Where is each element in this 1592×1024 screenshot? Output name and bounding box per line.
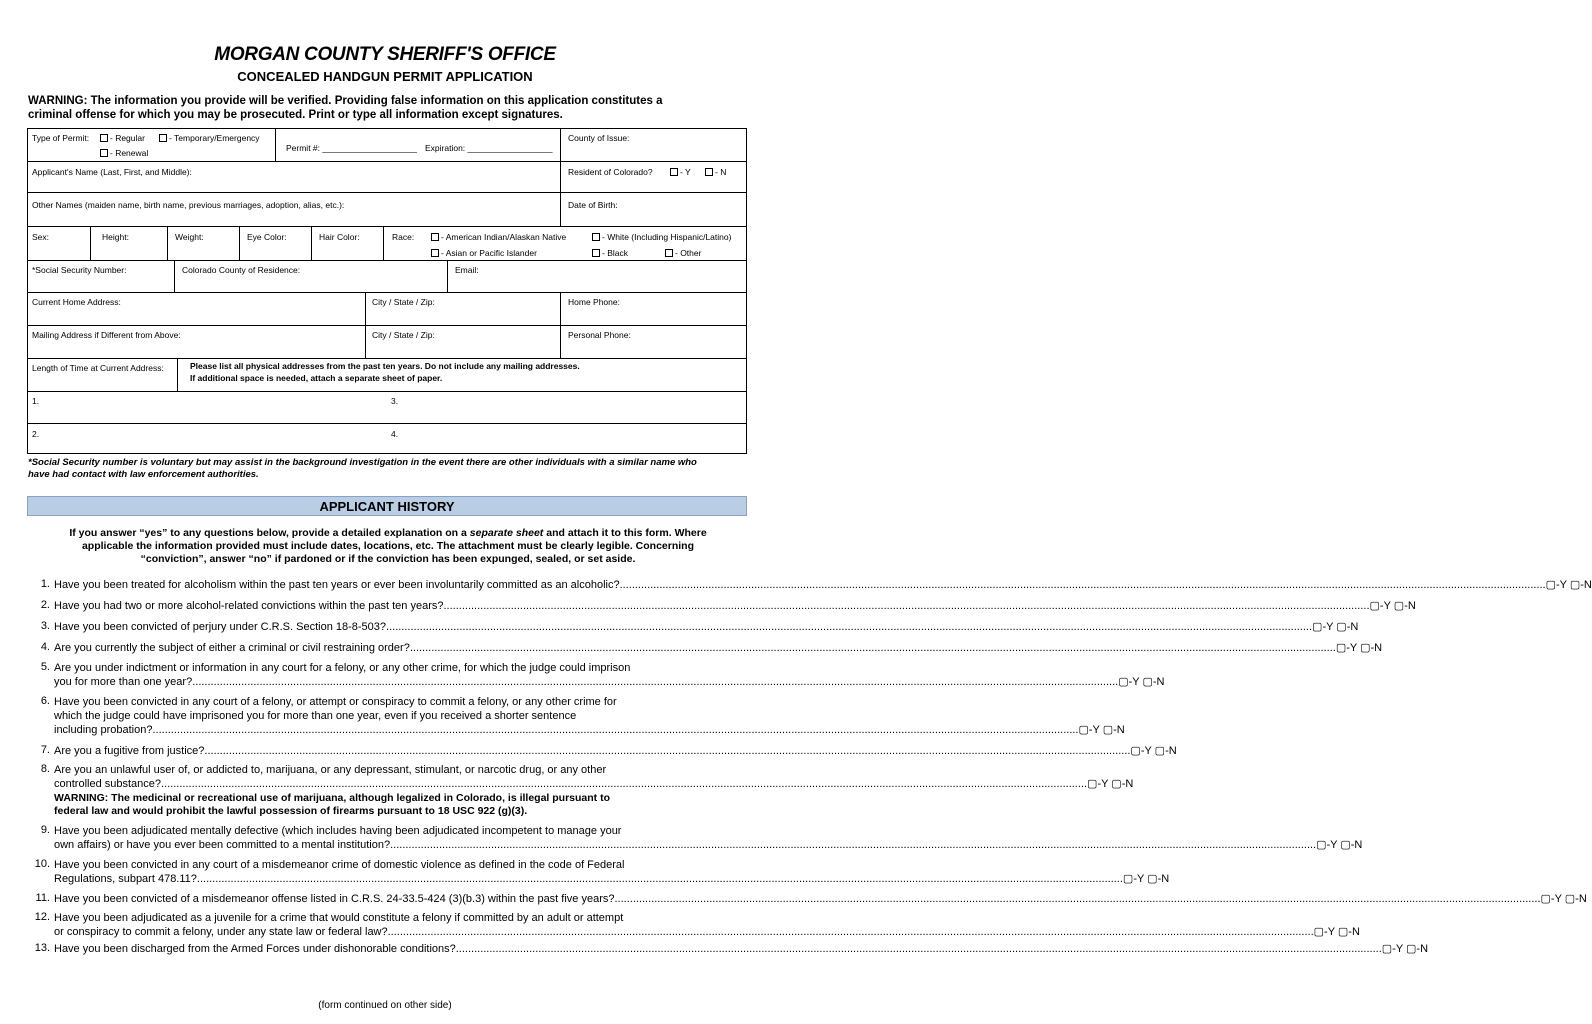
question-text xyxy=(54,892,1587,906)
yes-no-checkboxes[interactable] xyxy=(1314,925,1360,939)
question-line: including probation? xyxy=(54,724,153,736)
checkbox-icon[interactable]: ▢ xyxy=(1545,579,1557,591)
yes-no-checkboxes[interactable] xyxy=(1546,578,1592,592)
checkbox-icon[interactable]: ▢ xyxy=(1130,745,1141,757)
question-item xyxy=(28,763,1134,818)
page-subtitle: CONCEALED HANDGUN PERMIT APPLICATION xyxy=(237,69,533,84)
type-of-permit-label: Type of Permit: xyxy=(32,133,90,143)
question-answer-line xyxy=(54,838,1362,852)
dot-leader xyxy=(390,838,1316,852)
yes-no-label: -Y ▢-N xyxy=(1550,893,1587,905)
yes-no-checkboxes[interactable] xyxy=(1370,599,1416,613)
ssn-note xyxy=(28,457,748,481)
question-item xyxy=(28,695,1125,737)
question-item xyxy=(28,641,1383,655)
permit-renewal-option[interactable]: - Renewal xyxy=(100,148,148,158)
question-answer-line xyxy=(54,872,1169,886)
question-answer-line xyxy=(54,641,1382,655)
question-item xyxy=(28,824,1363,852)
yes-no-label: -Y ▢-N xyxy=(1097,778,1134,790)
question-line: Have you been convicted of a misdemeanor offense listed in C.R.S. 24-33.5-424 (3)(b.3) within the past five years? xyxy=(54,893,615,905)
warning-text xyxy=(28,94,748,122)
resident-label: Resident of Colorado? xyxy=(568,167,653,177)
question-number: 4. xyxy=(40,641,50,653)
question-line: Have you been adjudicated mentally defective (which includes having been adjudicated incompetent to manage your xyxy=(54,825,622,837)
marijuana-warning xyxy=(54,792,1133,818)
question-number: 9. xyxy=(40,824,50,836)
checkbox-icon[interactable]: ▢ xyxy=(1381,943,1393,955)
question-line: which the judge could have imprisoned you for more than one year, even if you received a shorter sentence xyxy=(54,710,577,722)
yes-no-checkboxes[interactable] xyxy=(1336,641,1382,655)
question-line: Have you had two or more alcohol-related convictions within the past ten years? xyxy=(54,600,444,612)
addresses-note-line-1: Please list all physical addresses from the past ten years. Do not include any mailing addresses. xyxy=(190,361,580,371)
yes-no-label: -Y ▢-N xyxy=(1324,926,1360,938)
mailing-address-field[interactable]: Mailing Address if Different from Above: xyxy=(32,330,181,340)
marijuana-warning-line: WARNING: The medicinal or recreational use of marijuana, although legalized in Colorado, is illegal pursuant to xyxy=(54,792,611,804)
yes-no-label: -Y ▢-N xyxy=(1133,873,1170,885)
question-number: 2. xyxy=(40,599,50,611)
checkbox-icon[interactable] xyxy=(431,249,439,257)
checkbox-icon[interactable] xyxy=(100,134,108,142)
home-city-state-zip-field[interactable]: City / State / Zip: xyxy=(372,297,435,307)
checkbox-icon[interactable]: ▢ xyxy=(1078,724,1089,736)
questions-list xyxy=(28,578,1592,956)
marijuana-warning-line: federal law and would prohibit the lawful possession of firearms pursuant to 18 USC 922 (g)(3). xyxy=(54,805,528,817)
question-line: Have you been discharged from the Armed Forces under dishonorable conditions? xyxy=(54,943,456,955)
question-number: 1. xyxy=(40,578,50,590)
question-item xyxy=(28,942,1429,956)
question-line: Are you under indictment or information in any court for a felony, or any other crime, for which the judge could imprison xyxy=(54,662,631,674)
question-answer-line xyxy=(54,942,1428,956)
page-title: MORGAN COUNTY SHERIFF'S OFFICE xyxy=(214,44,556,65)
county-of-issue-field[interactable]: County of Issue: xyxy=(568,133,630,143)
question-item xyxy=(28,599,1416,613)
home-phone-field[interactable]: Home Phone: xyxy=(568,297,620,307)
hair-color-field[interactable]: Hair Color: xyxy=(319,232,360,242)
question-answer-line xyxy=(54,925,1360,939)
question-number: 5. xyxy=(40,661,50,673)
question-number: 7. xyxy=(40,744,50,756)
checkbox-icon[interactable]: ▢ xyxy=(1118,676,1129,688)
checkbox-icon[interactable] xyxy=(159,134,167,142)
question-text xyxy=(54,661,1164,689)
question-line: Have you been convicted of perjury under C.R.S. Section 18-8-503? xyxy=(54,621,387,633)
race-label: Race: xyxy=(392,232,415,242)
checkbox-icon[interactable]: ▢ xyxy=(1313,926,1325,938)
yes-no-label: -Y ▢-N xyxy=(1322,621,1359,633)
race-white-option[interactable]: - White (Including Hispanic/Latino) xyxy=(592,232,731,242)
height-field[interactable]: Height: xyxy=(102,232,129,242)
checkbox-icon[interactable] xyxy=(592,249,600,257)
yes-no-checkboxes[interactable] xyxy=(1316,838,1362,852)
applicant-name-field[interactable]: Applicant's Name (Last, First, and Middle): xyxy=(32,167,192,177)
instructions-line-3: “conviction”, answer “no” if pardoned or if the conviction has been expunged, sealed, or set aside. xyxy=(140,553,636,565)
race-asian-option[interactable]: - Asian or Pacific Islander xyxy=(431,248,537,258)
question-answer-line xyxy=(54,599,1416,613)
section-header: APPLICANT HISTORY xyxy=(27,496,747,516)
question-text xyxy=(54,858,1169,886)
question-number: 3. xyxy=(40,620,50,632)
checkbox-icon[interactable]: ▢ xyxy=(1122,873,1134,885)
yes-no-checkboxes[interactable] xyxy=(1312,620,1358,634)
question-answer-line xyxy=(54,723,1125,737)
resident-yes-option[interactable]: - Y xyxy=(670,167,691,177)
yes-no-checkboxes[interactable] xyxy=(1541,892,1587,906)
address-3-field[interactable]: 3. xyxy=(391,396,399,406)
checkbox-icon[interactable]: ▢ xyxy=(1369,600,1380,612)
footer-note: (form continued on other side) xyxy=(318,1000,452,1011)
checkbox-icon[interactable] xyxy=(665,249,673,257)
race-black-option[interactable]: - Black xyxy=(592,248,628,258)
question-line: you for more than one year? xyxy=(54,676,193,688)
yes-no-checkboxes[interactable] xyxy=(1087,777,1133,791)
question-text xyxy=(54,763,1133,818)
dot-leader xyxy=(386,620,1312,634)
question-item xyxy=(28,661,1165,689)
question-item xyxy=(28,911,1360,939)
checkbox-icon[interactable]: ▢ xyxy=(1316,839,1327,851)
question-number: 6. xyxy=(40,695,50,707)
question-number: 12. xyxy=(34,911,50,923)
question-text xyxy=(54,641,1382,655)
question-number: 10. xyxy=(34,858,50,870)
yes-no-checkboxes[interactable] xyxy=(1078,723,1124,737)
checkbox-icon[interactable]: ▢ xyxy=(1087,778,1098,790)
question-item xyxy=(28,744,1177,758)
question-line: Have you been adjudicated as a juvenile for a crime that would constitute a felony if committed by an adult or attempt xyxy=(54,912,624,924)
question-number: 8. xyxy=(40,763,50,775)
question-line: Are you a fugitive from justice? xyxy=(54,745,205,757)
yes-no-checkboxes[interactable] xyxy=(1382,942,1428,956)
question-text xyxy=(54,942,1428,956)
address-2-field[interactable]: 2. xyxy=(32,429,40,439)
yes-no-checkboxes[interactable] xyxy=(1123,872,1169,886)
question-line: Regulations, subpart 478.11? xyxy=(54,873,197,885)
ssn-note-line-2: have had contact with law enforcement authorities. xyxy=(28,469,259,480)
question-answer-line xyxy=(54,744,1177,758)
resident-no-option[interactable]: - N xyxy=(705,167,726,177)
question-item xyxy=(28,858,1170,886)
checkbox-icon[interactable] xyxy=(705,168,713,176)
instructions-line-1: If you answer “yes” to any questions below, provide a detailed explanation on a separate sheet and attach it to this form. Where xyxy=(69,527,707,539)
question-line: Have you been convicted in any court of a felony, or attempt or conspiracy to commit a felony, or any other crime for xyxy=(54,696,617,708)
question-number: 11. xyxy=(35,892,50,904)
personal-phone-field[interactable]: Personal Phone: xyxy=(568,330,631,340)
yes-no-label: -Y ▢-N xyxy=(1326,839,1363,851)
dot-leader xyxy=(197,872,1123,886)
application-form xyxy=(27,128,747,454)
other-names-field[interactable]: Other Names (maiden name, birth name, previous marriages, adoption, alias, etc.): xyxy=(32,200,345,210)
dot-leader xyxy=(152,723,1078,737)
yes-no-label: -Y ▢-N xyxy=(1379,600,1416,612)
checkbox-icon[interactable]: ▢ xyxy=(1540,893,1551,905)
question-text xyxy=(54,695,1125,737)
checkbox-icon[interactable] xyxy=(592,233,600,241)
dot-leader xyxy=(614,892,1540,906)
question-text xyxy=(54,578,1592,592)
email-field[interactable]: Email: xyxy=(455,265,479,275)
dot-leader xyxy=(161,777,1087,791)
question-text xyxy=(54,599,1416,613)
ssn-note-line-1: *Social Security number is voluntary but may assist in the background investigation in the event there are other individuals with a similar name who xyxy=(28,457,697,468)
warning-line-2: criminal offense for which you may be prosecuted. Print or type all information except signatures. xyxy=(28,109,563,121)
question-answer-line xyxy=(54,675,1164,689)
checkbox-icon[interactable] xyxy=(670,168,678,176)
permit-temporary-option[interactable]: - Temporary/Emergency xyxy=(159,133,260,143)
question-line: Are you an unlawful user of, or addicted to, marijuana, or any depressant, stimulant, or narcotic drug, or any other xyxy=(54,764,607,776)
yes-no-checkboxes[interactable] xyxy=(1130,744,1176,758)
question-answer-line xyxy=(54,578,1592,592)
expiration-field[interactable]: Expiration: __________________ xyxy=(425,143,553,153)
checkbox-icon[interactable]: ▢ xyxy=(1312,621,1323,633)
question-item xyxy=(28,578,1592,592)
addresses-note-line-2: If additional space is needed, attach a separate sheet of paper. xyxy=(190,373,443,383)
question-answer-line xyxy=(54,620,1358,634)
ssn-field[interactable]: *Social Security Number: xyxy=(32,265,127,275)
home-address-field[interactable]: Current Home Address: xyxy=(32,297,121,307)
permit-number-field[interactable]: Permit #: ____________________ xyxy=(286,143,417,153)
yes-no-label: -Y ▢-N xyxy=(1556,579,1592,591)
question-line: Have you been treated for alcoholism within the past ten years or ever been involuntarily committed as an alcoholic? xyxy=(54,579,620,591)
question-number: 13. xyxy=(34,942,50,954)
question-line: or conspiracy to commit a felony, under any state law or federal law? xyxy=(54,926,388,938)
question-answer-line xyxy=(54,777,1133,791)
warning-line-1: WARNING: The information you provide will be verified. Providing false information on this application constitutes a xyxy=(28,95,663,107)
weight-field[interactable]: Weight: xyxy=(175,232,204,242)
question-answer-line xyxy=(54,892,1587,906)
race-american-indian-option[interactable]: - American Indian/Alaskan Native xyxy=(431,232,566,242)
dot-leader xyxy=(388,925,1314,939)
permit-regular-option[interactable]: - Regular xyxy=(100,133,145,143)
question-line: Have you been convicted in any court of a misdemeanor crime of domestic violence as defined in the code of Federal xyxy=(54,859,625,871)
yes-no-label: -Y ▢-N xyxy=(1392,943,1429,955)
sex-field[interactable]: Sex: xyxy=(32,232,50,242)
instructions xyxy=(28,527,748,566)
question-text xyxy=(54,824,1362,852)
checkbox-icon[interactable] xyxy=(100,149,108,157)
checkbox-icon[interactable] xyxy=(431,233,439,241)
date-of-birth-field[interactable]: Date of Birth: xyxy=(568,200,618,210)
checkbox-icon[interactable]: ▢ xyxy=(1335,642,1347,654)
question-text xyxy=(54,911,1360,939)
question-line: Are you currently the subject of either a criminal or civil restraining order? xyxy=(54,642,410,654)
yes-no-label: -Y ▢-N xyxy=(1346,642,1383,654)
race-other-option[interactable]: - Other xyxy=(665,248,701,258)
dot-leader xyxy=(620,578,1546,592)
dot-leader xyxy=(410,641,1336,655)
dot-leader xyxy=(204,744,1130,758)
length-of-time-field[interactable]: Length of Time at Current Address: xyxy=(32,363,164,373)
address-1-field[interactable]: 1. xyxy=(32,396,40,406)
question-text xyxy=(54,744,1177,758)
instructions-line-2: applicable the information provided must include dates, locations, etc. The attachment must be clearly legible. Concerning xyxy=(81,540,695,552)
dot-leader xyxy=(444,599,1370,613)
eye-color-field[interactable]: Eye Color: xyxy=(247,232,287,242)
question-item xyxy=(28,892,1587,906)
mailing-city-state-zip-field[interactable]: City / State / Zip: xyxy=(372,330,435,340)
dot-leader xyxy=(456,942,1382,956)
county-residence-field[interactable]: Colorado County of Residence: xyxy=(182,265,301,275)
dot-leader xyxy=(192,675,1118,689)
yes-no-checkboxes[interactable] xyxy=(1118,675,1164,689)
yes-no-label: -Y ▢-N xyxy=(1140,745,1177,757)
address-4-field[interactable]: 4. xyxy=(391,429,399,439)
question-line: own affairs) or have you ever been committed to a mental institution? xyxy=(54,839,391,851)
yes-no-label: -Y ▢-N xyxy=(1128,676,1165,688)
question-item xyxy=(28,620,1359,634)
yes-no-label: -Y ▢-N xyxy=(1088,724,1125,736)
question-text xyxy=(54,620,1358,634)
question-line: controlled substance? xyxy=(54,778,162,790)
